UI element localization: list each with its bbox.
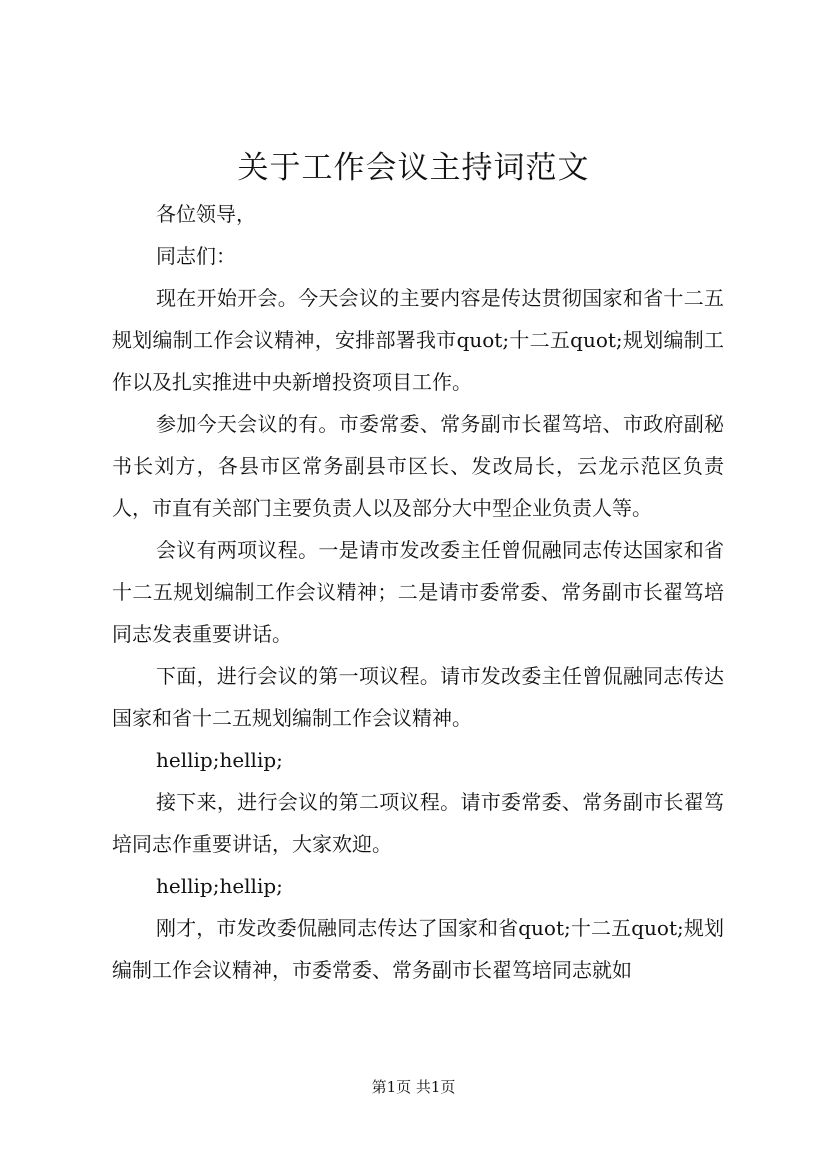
paragraph-opening: 现在开始开会。今天会议的主要内容是传达贯彻国家和省十二五规划编制工作会议精神，安排部署我市quot;十二五quot;规划编制工作以及扎实推进中央新增投资项目工作。: [112, 286, 724, 394]
paragraph-summary: 刚才，市发改委侃融同志传达了国家和省quot;十二五quot;规划编制工作会议精神，市委常委、常务副市长翟笃培同志就如: [112, 916, 724, 982]
paragraph-first-item: 下面，进行会议的第一项议程。请市发改委主任曾侃融同志传达国家和省十二五规划编制工作会议精神。: [112, 664, 724, 730]
paragraph-attendees: 参加今天会议的有。市委常委、常务副市长翟笃培、市政府副秘书长刘方，各县市区常务副县市区长、发改局长，云龙示范区负责人，市直有关部门主要负责人以及部分大中型企业负责人等。: [112, 412, 724, 520]
paragraph-salutation-comrades: 同志们：: [156, 244, 236, 268]
paragraph-ellipsis-2: hellip;hellip;: [156, 874, 283, 898]
page-number-footer: 第1页 共1页: [371, 1078, 456, 1096]
document-body: [112, 193, 724, 991]
paragraph-ellipsis-1: hellip;hellip;: [156, 748, 283, 772]
paragraph-salutation-leaders: 各位领导，: [156, 202, 256, 226]
paragraph-agenda: 会议有两项议程。一是请市发改委主任曾侃融同志传达国家和省十二五规划编制工作会议精神；二是请市委常委、常务副市长翟笃培同志发表重要讲话。: [112, 538, 724, 646]
paragraph-second-item: 接下来，进行会议的第二项议程。请市委常委、常务副市长翟笃培同志作重要讲话，大家欢迎。: [112, 790, 724, 856]
document-title: 关于工作会议主持词范文: [237, 150, 590, 186]
